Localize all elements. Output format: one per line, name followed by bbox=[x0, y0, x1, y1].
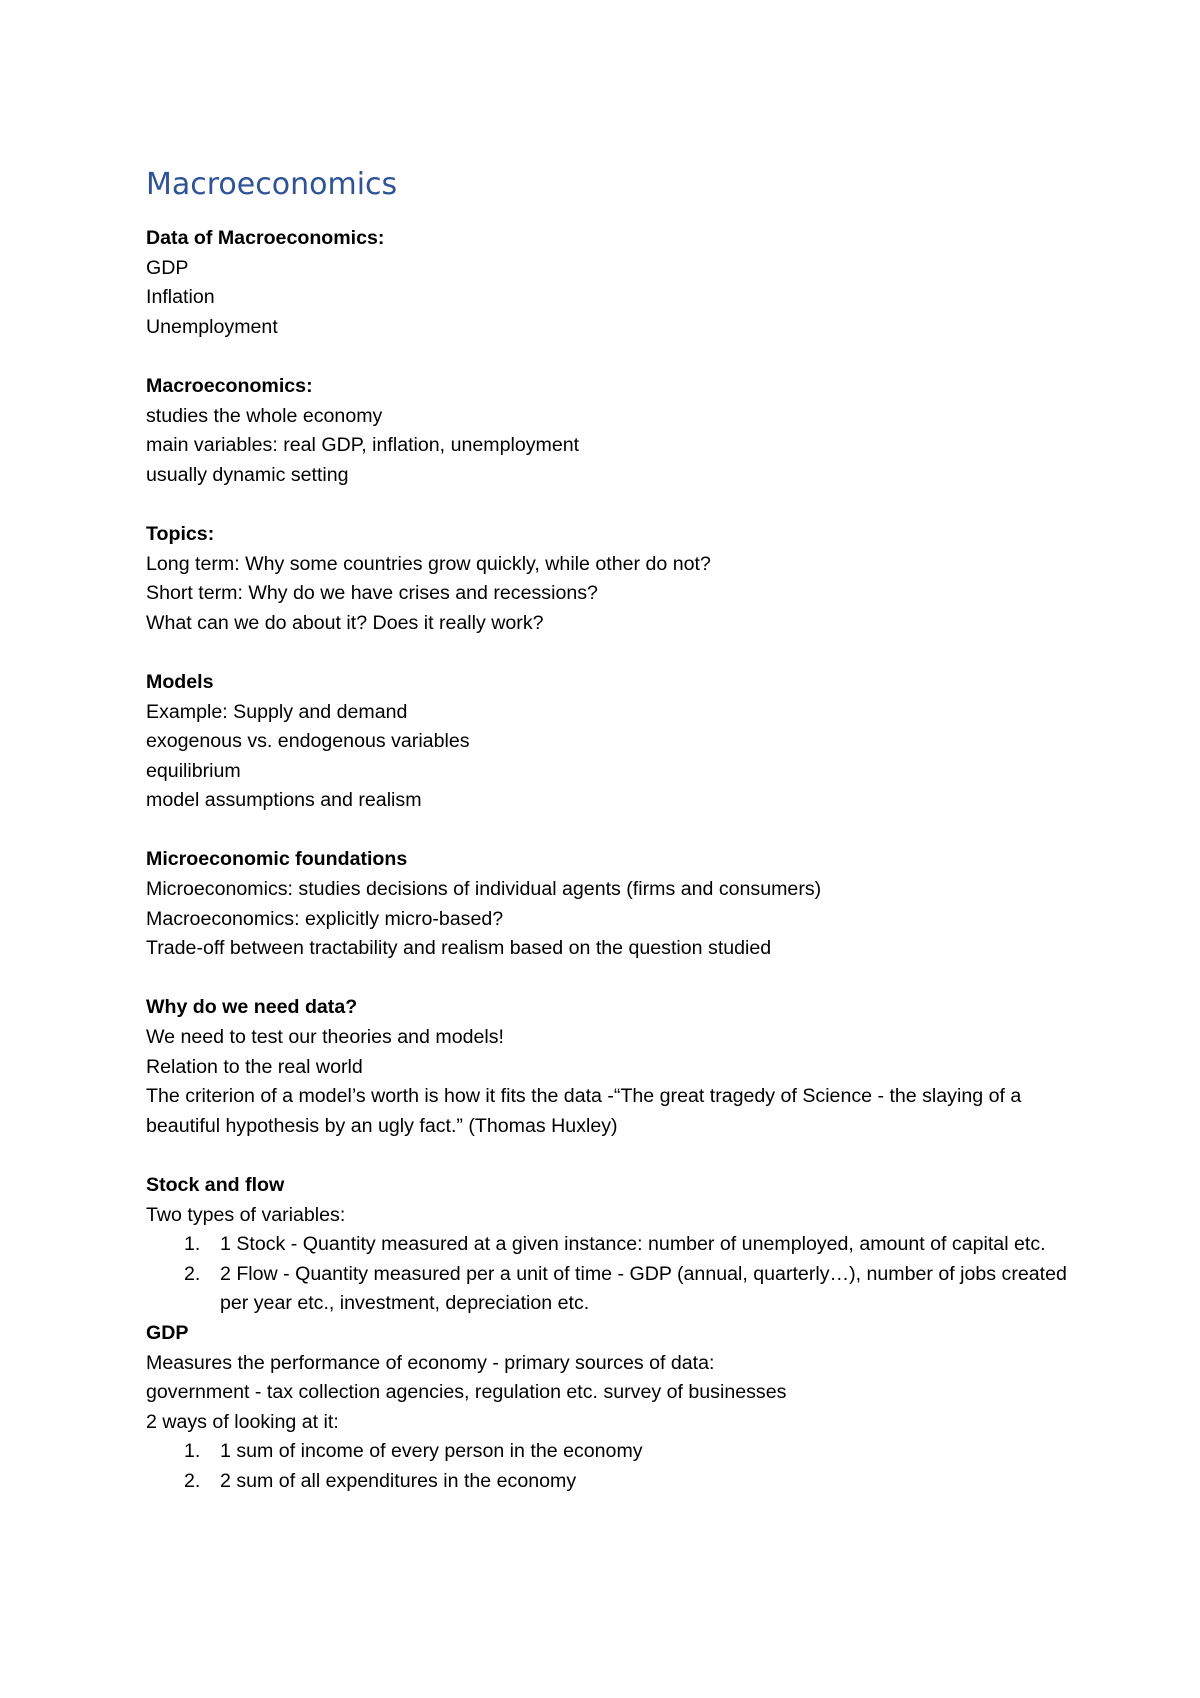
numbered-list bbox=[146, 1437, 1096, 1496]
list-item bbox=[146, 1260, 1096, 1319]
list-number: 1. bbox=[184, 1440, 201, 1463]
section-gdp bbox=[146, 1319, 1096, 1497]
page-title: Macroeconomics bbox=[146, 167, 398, 202]
text-line: What can we do about it? Does it really work? bbox=[146, 611, 544, 634]
section-microeconomic-foundations bbox=[146, 845, 1096, 963]
text-line: Inflation bbox=[146, 286, 215, 309]
text-line: Long term: Why some countries grow quickly, while other do not? bbox=[146, 552, 711, 575]
text-line: main variables: real GDP, inflation, unemployment bbox=[146, 434, 580, 457]
text-line: Short term: Why do we have crises and recessions? bbox=[146, 582, 598, 605]
list-item-text: 2 sum of all expenditures in the economy bbox=[220, 1469, 577, 1492]
text-line: equilibrium bbox=[146, 759, 241, 782]
section-models bbox=[146, 668, 1096, 816]
text-line: 2 ways of looking at it: bbox=[146, 1410, 339, 1433]
list-item-text: 1 sum of income of every person in the economy bbox=[220, 1440, 643, 1463]
text-line: Relation to the real world bbox=[146, 1055, 363, 1078]
list-number: 1. bbox=[184, 1233, 201, 1256]
section-heading: Topics: bbox=[146, 522, 215, 545]
text-line: Microeconomics: studies decisions of individual agents (firms and consumers) bbox=[146, 878, 822, 901]
document-body bbox=[146, 166, 1096, 1497]
section-heading: Why do we need data? bbox=[146, 996, 358, 1019]
text-line: model assumptions and realism bbox=[146, 789, 422, 812]
text-line: government - tax collection agencies, regulation etc. survey of businesses bbox=[146, 1381, 787, 1404]
text-line: Macroeconomics: explicitly micro-based? bbox=[146, 907, 504, 930]
text-line: exogenous vs. endogenous variables bbox=[146, 730, 470, 753]
list-item-text: 1 Stock - Quantity measured at a given instance: number of unemployed, amount of capital etc. bbox=[220, 1233, 1046, 1256]
list-number: 2. bbox=[184, 1262, 201, 1285]
section-data-of-macroeconomics bbox=[146, 224, 1096, 342]
section-topics bbox=[146, 520, 1096, 638]
section-heading: Microeconomic foundations bbox=[146, 848, 408, 871]
section-macroeconomics bbox=[146, 372, 1096, 490]
section-heading: Macroeconomics: bbox=[146, 374, 313, 397]
list-item bbox=[146, 1437, 1096, 1467]
text-line: Measures the performance of economy - primary sources of data: bbox=[146, 1351, 715, 1374]
text-line: Example: Supply and demand bbox=[146, 700, 408, 723]
text-line: GDP bbox=[146, 256, 189, 279]
text-line: Two types of variables: bbox=[146, 1203, 346, 1226]
section-heading: Stock and flow bbox=[146, 1174, 285, 1196]
list-number: 2. bbox=[184, 1469, 201, 1492]
list-item bbox=[146, 1467, 1096, 1497]
section-heading: GDP bbox=[146, 1321, 189, 1344]
section-stock-and-flow bbox=[146, 1171, 1096, 1319]
text-line: We need to test our theories and models! bbox=[146, 1026, 504, 1049]
section-heading: Models bbox=[146, 670, 214, 693]
text-line: usually dynamic setting bbox=[146, 463, 349, 486]
list-item bbox=[146, 1230, 1096, 1260]
section-heading: Data of Macroeconomics: bbox=[146, 227, 385, 249]
section-why-data bbox=[146, 993, 1096, 1141]
list-item-text: 2 Flow - Quantity measured per a unit of time - GDP (annual, quarterly…), number of jobs created per year etc., investment, depreciation etc. bbox=[220, 1262, 1067, 1315]
numbered-list bbox=[146, 1230, 1096, 1319]
text-line: studies the whole economy bbox=[146, 404, 383, 427]
text-line: Unemployment bbox=[146, 315, 278, 338]
quote-paragraph: The criterion of a model’s worth is how it fits the data -“The great tragedy of Science - the slaying of a beautiful hypothesis by an ugly fact.” (Thomas Huxley) bbox=[146, 1085, 1022, 1137]
text-line: Trade-off between tractability and realism based on the question studied bbox=[146, 937, 772, 960]
